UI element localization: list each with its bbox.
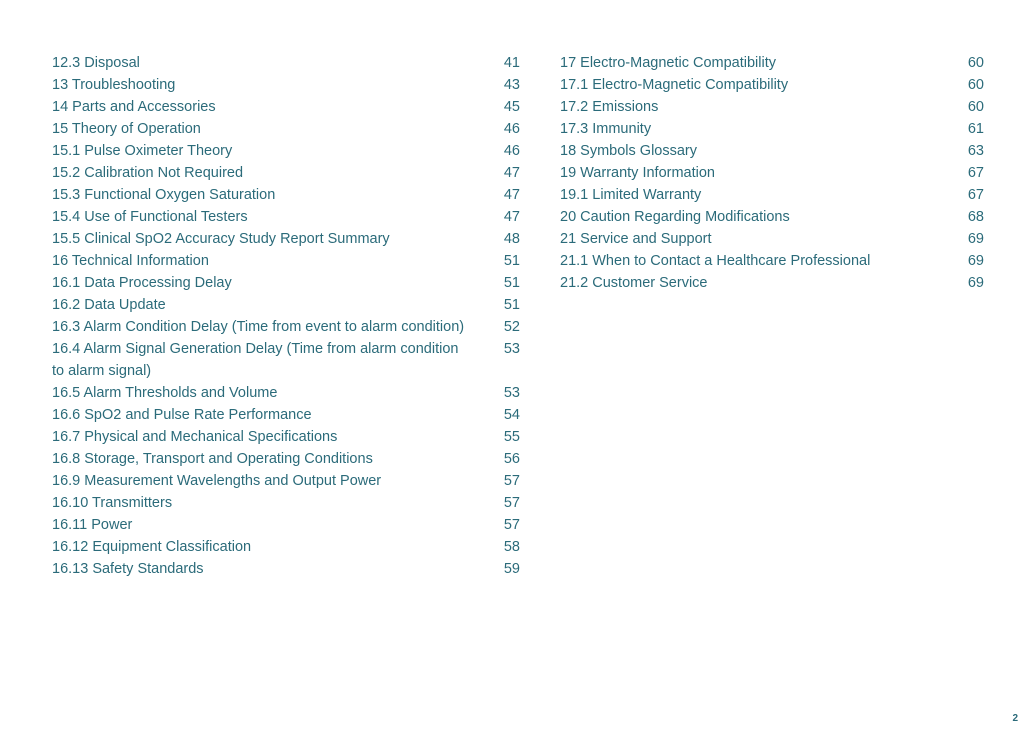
toc-entry[interactable] [52,52,520,74]
toc-entry[interactable] [560,162,984,184]
toc-entry[interactable] [52,316,520,338]
toc-entry[interactable] [560,118,984,140]
toc-entry[interactable] [52,536,520,558]
toc-entry-title: 17.2 Emissions [560,99,659,115]
toc-entry-title: 15.4 Use of Functional Testers [52,209,248,225]
toc-entry[interactable] [52,74,520,96]
page-number: 2 [1012,713,1018,724]
toc-entry[interactable] [52,404,520,426]
toc-entry-page: 63 [967,143,984,159]
toc-entry[interactable] [52,118,520,140]
toc-entry-page: 47 [503,187,520,203]
toc-entry-title: 17.3 Immunity [560,121,652,137]
toc-entry-title: 16.10 Transmitters [52,495,173,511]
toc-entry[interactable] [560,140,984,162]
toc-entry-title: 18 Symbols Glossary [560,143,697,159]
toc-entry-title: 19 Warranty Information [560,165,715,181]
toc-entry-page: 67 [967,165,984,181]
toc-entry-page: 69 [967,253,984,269]
toc-entry-page: 56 [503,451,520,467]
toc-entry-title: 16.9 Measurement Wavelengths and Output Power [52,473,382,489]
toc-entry-title: 21 Service and Support [560,231,712,247]
toc-entry-title: 19.1 Limited Warranty [560,187,702,203]
toc-entry-page: 60 [967,55,984,71]
toc-entry-page: 60 [967,77,984,93]
toc-entry[interactable] [52,294,520,316]
toc-entry-page: 68 [967,209,984,225]
toc-entry[interactable] [52,492,520,514]
toc-entry-page: 46 [503,121,520,137]
toc-entry-title: 14 Parts and Accessories [52,99,216,115]
toc-entry-page: 54 [503,407,520,423]
toc-entry-page: 55 [503,429,520,445]
toc-entry[interactable] [560,206,984,228]
toc-entry-page: 53 [503,385,520,401]
toc-entry-title: 16.8 Storage, Transport and Operating Conditions [52,451,373,467]
toc-entry[interactable] [52,514,520,536]
toc-entry-page: 57 [503,495,520,511]
toc-entry-page: 69 [967,275,984,291]
toc-entry-page: 45 [503,99,520,115]
toc-entry-title: 20 Caution Regarding Modifications [560,209,790,225]
toc-entry-title: 15.2 Calibration Not Required [52,165,244,181]
toc-entry-page: 59 [503,561,520,577]
toc-entry[interactable] [52,250,520,272]
toc-entry-page: 61 [967,121,984,137]
toc-entry[interactable] [560,250,984,272]
toc-column-right [560,52,984,294]
toc-entry-title: 16.3 Alarm Condition Delay (Time from event to alarm condition) [52,319,465,335]
toc-entry-page: 47 [503,209,520,225]
toc-entry-title: 16.11 Power [52,517,133,533]
toc-entry-page: 53 [503,341,520,357]
toc-entry[interactable] [560,184,984,206]
toc-entry-title: 16.13 Safety Standards [52,561,204,577]
toc-entry-page: 41 [503,55,520,71]
toc-entry-title: 21.1 When to Contact a Healthcare Professional [560,253,871,269]
toc-entry-title: 12.3 Disposal [52,55,140,71]
toc-entry-page: 48 [503,231,520,247]
toc-entry-title: 15.3 Functional Oxygen Saturation [52,187,276,203]
toc-entry-page: 58 [503,539,520,555]
toc-entry[interactable] [52,140,520,162]
toc-entry[interactable] [52,426,520,448]
toc-entry[interactable] [52,206,520,228]
toc-entry-page: 60 [967,99,984,115]
toc-entry[interactable] [560,52,984,74]
toc-entry[interactable] [52,470,520,492]
toc-entry[interactable] [52,448,520,470]
toc-entry[interactable] [52,162,520,184]
toc-entry-page: 67 [967,187,984,203]
toc-entry-title: 16.1 Data Processing Delay [52,275,232,291]
toc-entry-title: 17 Electro-Magnetic Compatibility [560,55,776,71]
toc-entry-title: 17.1 Electro-Magnetic Compatibility [560,77,789,93]
toc-entry-page: 57 [503,473,520,489]
toc-entry-page: 47 [503,165,520,181]
toc-entry[interactable] [560,96,984,118]
toc-entry[interactable] [52,96,520,118]
toc-entry-title: 16.5 Alarm Thresholds and Volume [52,385,278,401]
toc-column-left [52,52,520,580]
toc-entry-title: 16.7 Physical and Mechanical Specifications [52,429,338,445]
toc-entry[interactable] [560,74,984,96]
toc-entry-title: 16.6 SpO2 and Pulse Rate Performance [52,407,312,423]
toc-entry-title: 16 Technical Information [52,253,209,269]
toc-entry-page: 51 [503,297,520,313]
toc-entry[interactable] [52,338,520,382]
toc-entry-title: 15.5 Clinical SpO2 Accuracy Study Report Summary [52,231,390,247]
toc-entry[interactable] [52,272,520,294]
toc-entry-title: 16.12 Equipment Classification [52,539,252,555]
toc-entry[interactable] [52,228,520,250]
toc-entry-title: 15.1 Pulse Oximeter Theory [52,143,233,159]
toc-entry[interactable] [52,558,520,580]
toc-entry-page: 57 [503,517,520,533]
toc-entry-page: 51 [503,253,520,269]
toc-entry-page: 43 [503,77,520,93]
toc-entry[interactable] [52,184,520,206]
toc-entry-title: 16.4 Alarm Signal Generation Delay (Time from alarm condition to alarm signal) [52,341,459,379]
toc-entry-title: 13 Troubleshooting [52,77,176,93]
toc-entry[interactable] [560,228,984,250]
toc-entry-page: 52 [503,319,520,335]
toc-entry-page: 46 [503,143,520,159]
toc-entry-page: 69 [967,231,984,247]
toc-entry-title: 15 Theory of Operation [52,121,201,137]
toc-entry[interactable] [52,382,520,404]
toc-entry-title: 21.2 Customer Service [560,275,708,291]
toc-entry-title: 16.2 Data Update [52,297,166,313]
toc-entry-page: 51 [503,275,520,291]
toc-entry[interactable] [560,272,984,294]
